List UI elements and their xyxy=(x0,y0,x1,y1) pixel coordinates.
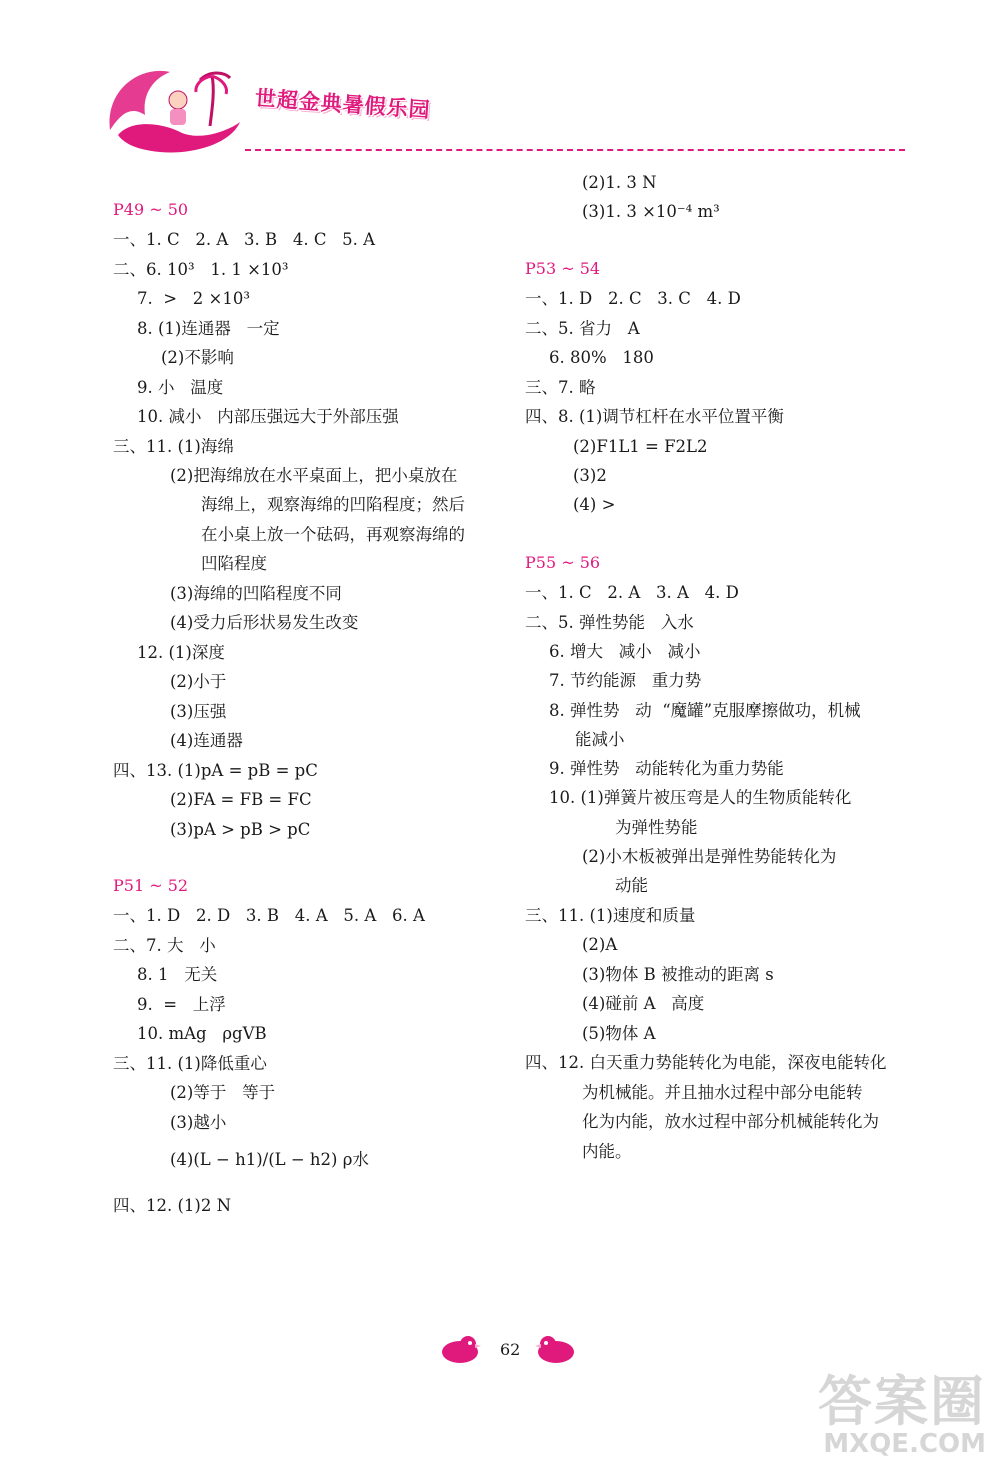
answer-line: (2)A xyxy=(582,935,618,954)
answer-line: 四、13. (1)pA = pB = pC xyxy=(113,761,318,780)
answer-line: 9. 弹性势 动能转化为重力势能 xyxy=(549,759,784,778)
answer-line: 三、11. (1)降低重心 xyxy=(113,1054,267,1073)
answer-line: 6. 80% 180 xyxy=(549,348,654,367)
answer-line: 能减小 xyxy=(575,730,625,749)
answer-line: (2)小于 xyxy=(170,672,227,691)
answer-line: (3)pA > pB > pC xyxy=(170,820,311,839)
answer-line: (3)物体 B 被推动的距离 s xyxy=(582,965,774,984)
answer-line: 四、12. (1)2 N xyxy=(113,1196,232,1215)
bird-right-icon xyxy=(534,1332,578,1366)
answer-line: 四、8. (1)调节杠杆在水平位置平衡 xyxy=(525,407,784,426)
answer-line: (2)等于 等于 xyxy=(170,1083,276,1102)
answer-line: (3)2 xyxy=(573,466,607,485)
answer-line: 7. 节约能源 重力势 xyxy=(549,671,702,690)
answer-line: (3)1. 3 ×10⁻⁴ m³ xyxy=(582,202,720,221)
answer-line: 6. 增大 减小 减小 xyxy=(549,642,701,661)
answer-line: 10. (1)弹簧片被压弯是人的生物质能转化 xyxy=(549,788,852,807)
page-header xyxy=(100,60,910,165)
answer-line: 在小桌上放一个砝码，再观察海绵的 xyxy=(201,525,465,544)
page-footer xyxy=(438,1330,578,1370)
header-divider xyxy=(245,149,905,151)
watermark-url: MXQE.COM xyxy=(823,1429,986,1459)
page-number: 62 xyxy=(500,1340,521,1359)
answer-line: 三、11. (1)海绵 xyxy=(113,437,234,456)
answer-line: 8. 1 无关 xyxy=(137,965,218,984)
answer-line: (4)碰前 A 高度 xyxy=(582,994,705,1013)
answer-line: 8. (1)连通器 一定 xyxy=(137,319,280,338)
answer-line: 动能 xyxy=(615,876,648,895)
section-heading: P51 ~ 52 xyxy=(113,876,189,895)
answer-line: (3)越小 xyxy=(170,1113,227,1132)
answer-line: 7. > 2 ×10³ xyxy=(137,289,250,308)
answer-line: (4)受力后形状易发生改变 xyxy=(170,613,359,632)
answer-line: (3)海绵的凹陷程度不同 xyxy=(170,584,342,603)
bird-left-icon xyxy=(438,1332,482,1366)
answer-line: 二、7. 大 小 xyxy=(113,936,216,955)
answer-line: (5)物体 A xyxy=(582,1024,656,1043)
answer-line: 一、1. D 2. C 3. C 4. D xyxy=(525,289,741,308)
answer-line: 10. mAg ρgVB xyxy=(137,1024,267,1043)
answer-line: 二、6. 10³ 1. 1 ×10³ xyxy=(113,260,289,279)
answer-line: (4)连通器 xyxy=(170,731,243,750)
answer-line: (2)把海绵放在水平桌面上，把小桌放在 xyxy=(170,466,458,485)
watermark xyxy=(818,1370,986,1459)
answer-line: (2)FA = FB = FC xyxy=(170,790,312,809)
answer-line: 化为内能，放水过程中部分机械能转化为 xyxy=(582,1112,879,1131)
answer-line: 二、5. 省力 A xyxy=(525,319,640,338)
answer-line: 四、12. 白天重力势能转化为电能，深夜电能转化 xyxy=(525,1053,887,1072)
answer-line: 为机械能。并且抽水过程中部分电能转 xyxy=(582,1083,863,1102)
watermark-logo-text: 答案圈 xyxy=(818,1370,986,1433)
answer-line: 海绵上，观察海绵的凹陷程度；然后 xyxy=(201,495,465,514)
answer-line: (4) > xyxy=(573,495,616,514)
section-heading: P53 ~ 54 xyxy=(525,259,601,278)
answer-line: 9. = 上浮 xyxy=(137,995,226,1014)
answer-line: (3)压强 xyxy=(170,702,227,721)
answer-line: (2)1. 3 N xyxy=(582,173,657,192)
answer-line: 一、1. C 2. A 3. B 4. C 5. A xyxy=(113,230,376,249)
answer-line: 12. (1)深度 xyxy=(137,643,225,662)
answer-line: 三、11. (1)速度和质量 xyxy=(525,906,696,925)
answer-line: (2)F1L1 = F2L2 xyxy=(573,437,708,456)
answer-line: (2)不影响 xyxy=(161,348,234,367)
answer-line: 凹陷程度 xyxy=(201,554,267,573)
answer-line: 一、1. C 2. A 3. A 4. D xyxy=(525,583,739,602)
answer-line: 8. 弹性势 动 “魔罐”克服摩擦做功，机械 xyxy=(549,701,861,720)
section-heading: P49 ~ 50 xyxy=(113,200,189,219)
answer-line: 为弹性势能 xyxy=(615,818,698,837)
header-title: 世超金典暑假乐园 xyxy=(254,86,432,123)
surfing-kid-logo-icon xyxy=(100,60,250,160)
answer-line: 二、5. 弹性势能 入水 xyxy=(525,613,694,632)
answer-line: 三、7. 略 xyxy=(525,378,596,397)
answer-line: (4)(L − h1)/(L − h2) ρ水 xyxy=(170,1150,369,1169)
answer-line: (2)小木板被弹出是弹性势能转化为 xyxy=(582,847,837,866)
answer-line: 10. 减小 内部压强远大于外部压强 xyxy=(137,407,399,426)
answer-line: 一、1. D 2. D 3. B 4. A 5. A 6. A xyxy=(113,906,425,925)
answer-line: 9. 小 温度 xyxy=(137,378,224,397)
answer-line: 内能。 xyxy=(582,1142,632,1161)
section-heading: P55 ~ 56 xyxy=(525,553,601,572)
